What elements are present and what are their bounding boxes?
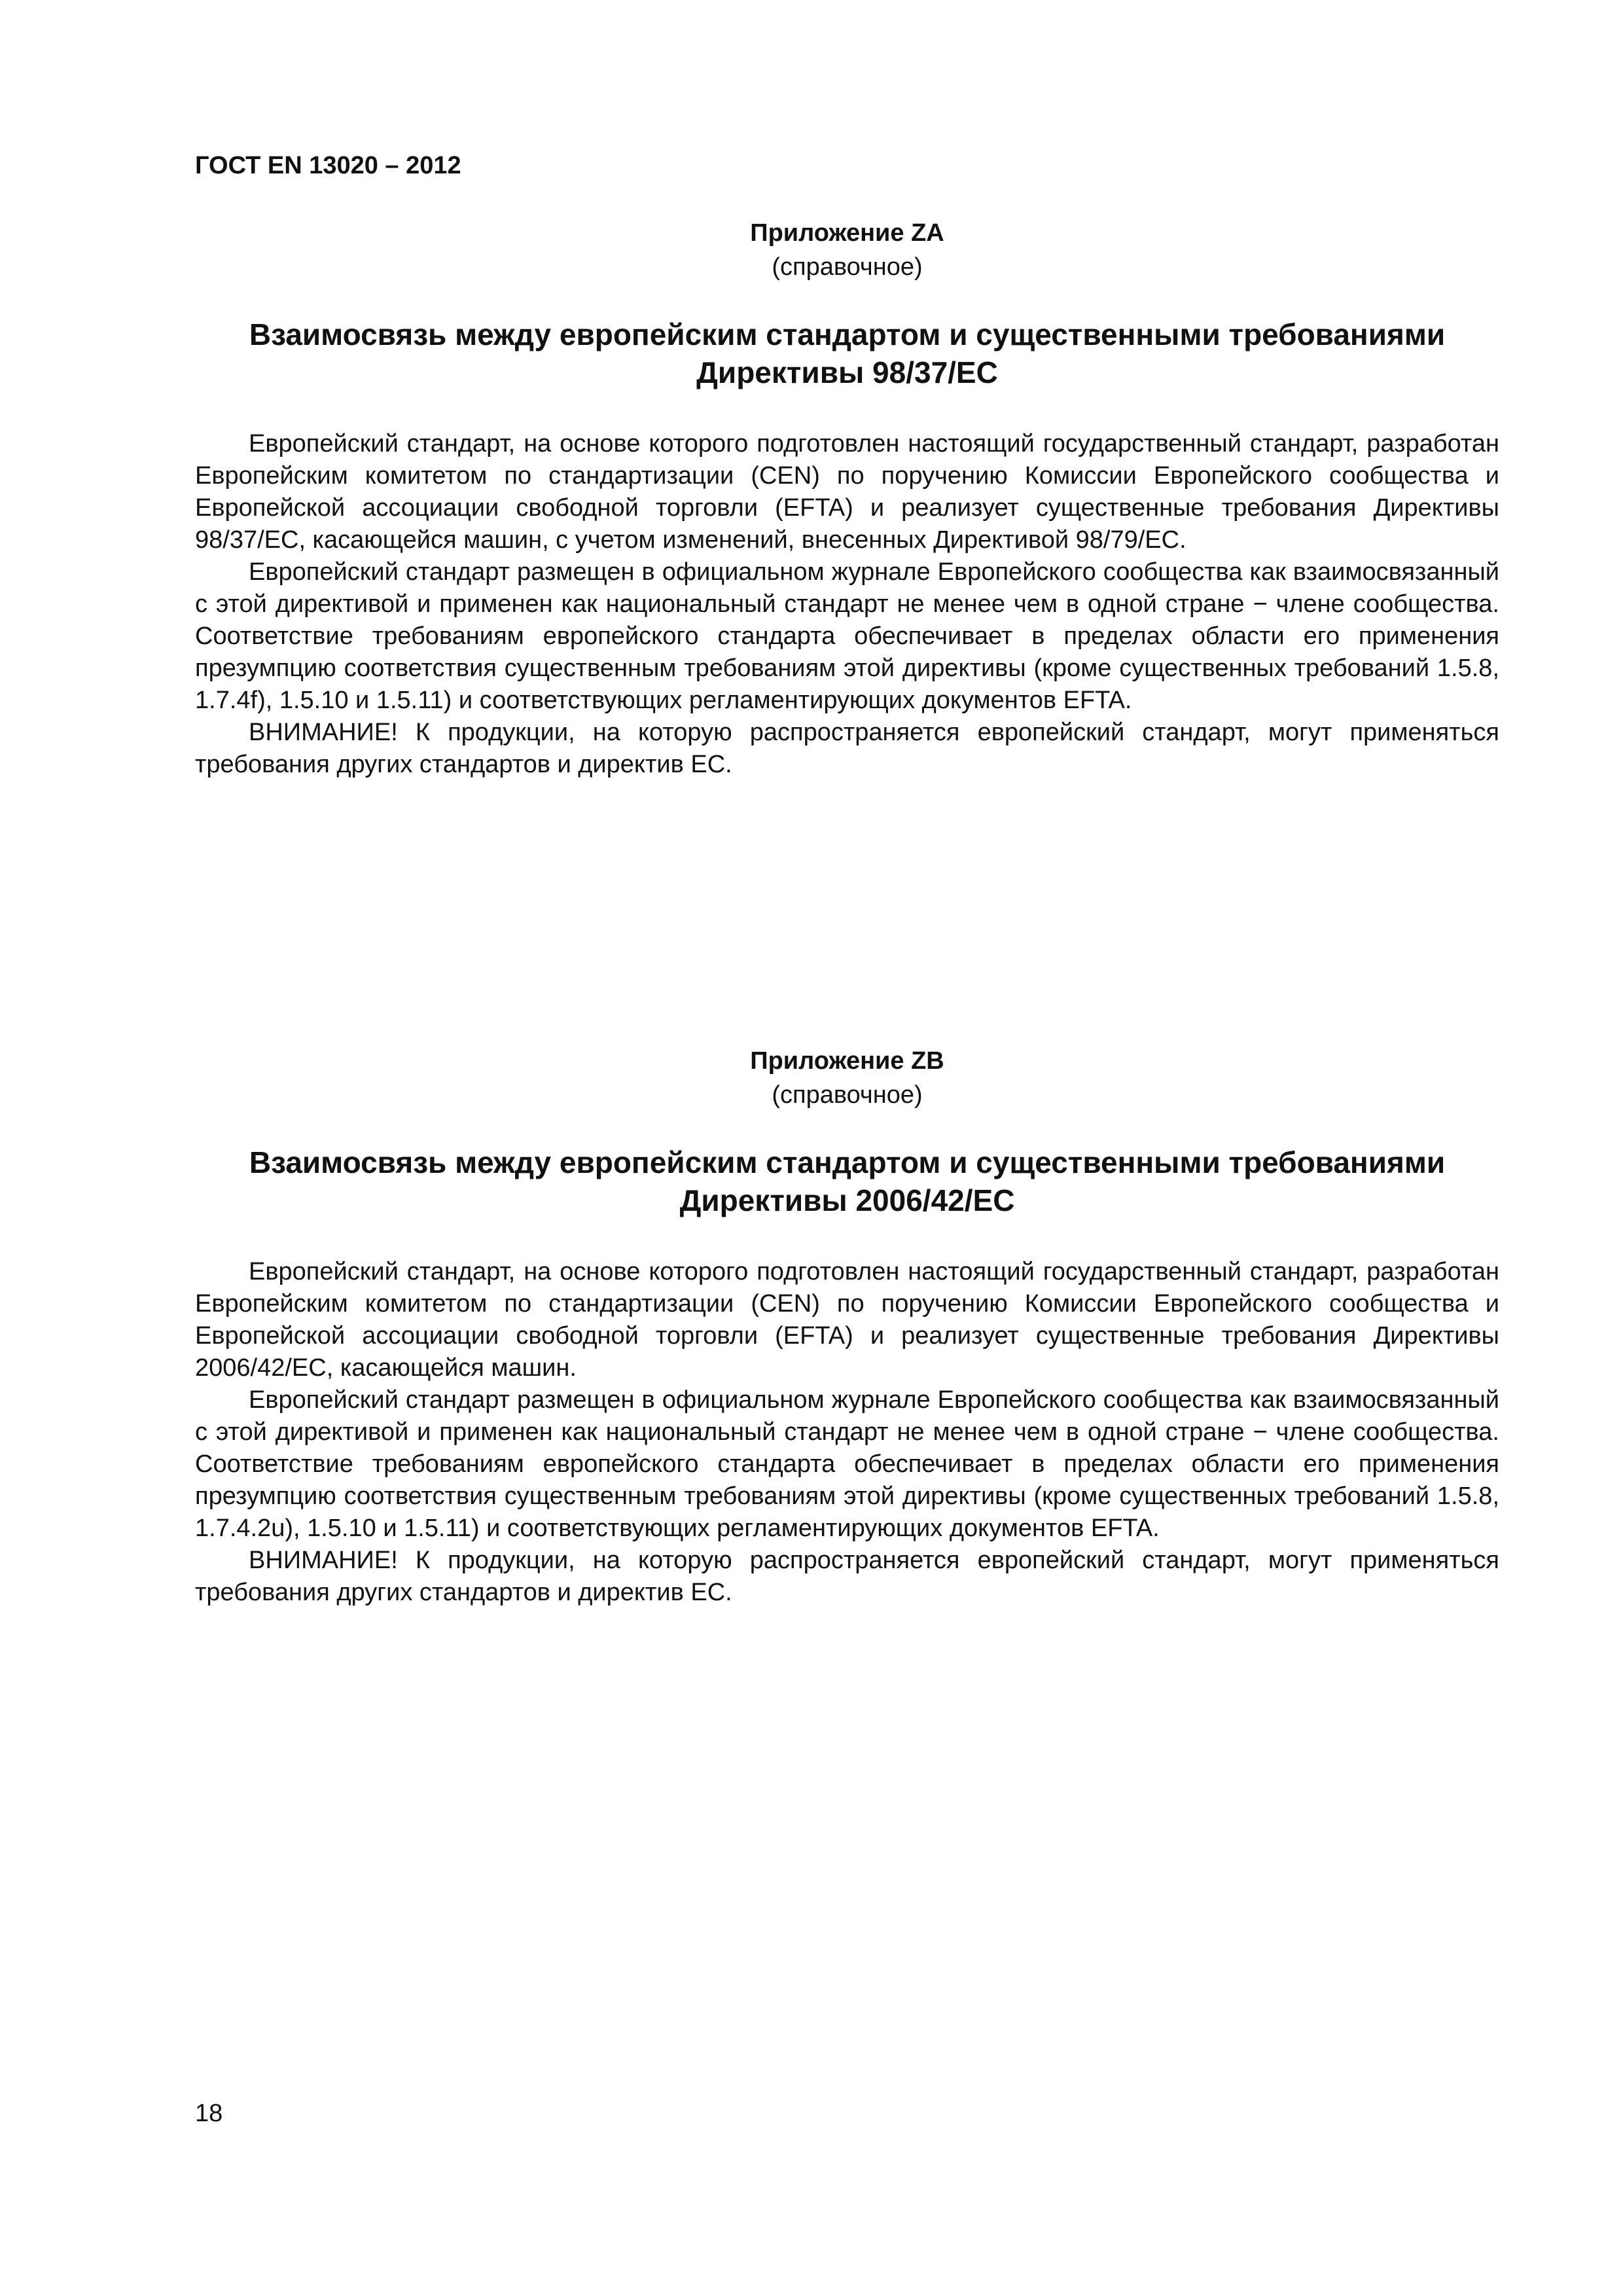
- annex-zb-paragraph: ВНИМАНИЕ! К продукции, на которую распространяется европейский стандарт, могут применяться требования других стандартов и директив ЕС.: [195, 1547, 1499, 1606]
- annex-za-title-line1: Взаимосвязь между европейским стандартом и существенными требованиями: [249, 317, 1446, 351]
- annex-zb-title-line2: Директивы 2006/42/EC: [679, 1183, 1015, 1217]
- page-number: 18: [195, 2100, 223, 2127]
- annex-zb-paragraph: Европейский стандарт, на основе которого подготовлен настоящий государственный стандарт, разработан Европейским комитетом по стандартизации (CEN) по поручению Комиссии Европейского сообщества и Европейской ассоциации свободной торговли (EFTA) и реализует существенные требования Директивы 2006/42/EC, касающейся машин.: [195, 1258, 1499, 1382]
- annex-zb: [195, 1044, 1499, 1609]
- annex-za: [195, 216, 1499, 781]
- annex-zb-type: (справочное): [772, 1081, 923, 1109]
- annex-zb-title: [195, 1143, 1499, 1219]
- annex-za-title-line2: Директивы 98/37/EC: [696, 355, 998, 389]
- annex-za-type: (справочное): [772, 253, 923, 281]
- annex-zb-label: Приложение ZB: [750, 1047, 944, 1075]
- annex-zb-paragraph: Европейский стандарт размещен в официальном журнале Европейского сообщества как взаимосвязанный с этой директивой и применен как национальный стандарт не менее чем в одной стране − члене сообщества. Соответствие требованиям европейского стандарта обеспечивает в пределах области его применения презумпцию соответствия существенным требованиям этой директивы (кроме существенных требований 1.5.8, 1.7.4.2u), 1.5.10 и 1.5.11) и соответствующих регламентирующих документов EFTA.: [195, 1386, 1499, 1542]
- annex-za-label: Приложение ZA: [750, 219, 944, 247]
- document-id: ГОСТ EN 13020 – 2012: [195, 152, 461, 179]
- annex-za-paragraph: ВНИМАНИЕ! К продукции, на которую распространяется европейский стандарт, могут применяться требования других стандартов и директив ЕС.: [195, 719, 1499, 778]
- annex-za-paragraph: Европейский стандарт, на основе которого подготовлен настоящий государственный стандарт, разработан Европейским комитетом по стандартизации (CEN) по поручению Комиссии Европейского сообщества и Европейской ассоциации свободной торговли (EFTA) и реализует существенные требования Директивы 98/37/EC, касающейся машин, с учетом изменений, внесенных Директивой 98/79/EC.: [195, 430, 1499, 554]
- annex-za-paragraph: Европейский стандарт размещен в официальном журнале Европейского сообщества как взаимосвязанный с этой директивой и применен как национальный стандарт не менее чем в одной стране − члене сообщества. Соответствие требованиям европейского стандарта обеспечивает в пределах области его применения презумпцию соответствия существенным требованиям этой директивы (кроме существенных требований 1.5.8, 1.7.4f), 1.5.10 и 1.5.11) и соответствующих регламентирующих документов EFTA.: [195, 558, 1499, 714]
- annex-za-title: [195, 315, 1499, 391]
- annex-zb-title-line1: Взаимосвязь между европейским стандартом и существенными требованиями: [249, 1145, 1446, 1179]
